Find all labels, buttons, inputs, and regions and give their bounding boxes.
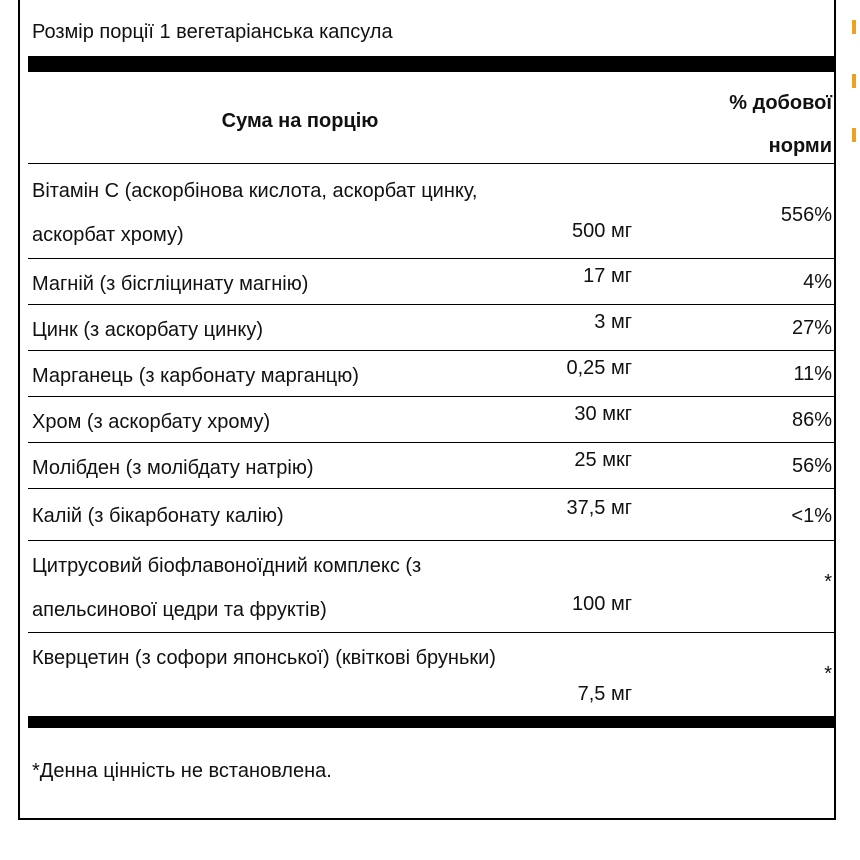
nutrient-dv: *: [824, 663, 832, 685]
nutrient-dv: 56%: [791, 455, 832, 477]
nutrient-amount: 0,25 мг: [566, 357, 632, 379]
nutrient-name: Кверцетин (з софори японської) (квіткові бруньки): [32, 647, 496, 669]
nutrient-name: Марганець (з карбонату марганцю): [32, 365, 359, 387]
nutrient-amount: 17 мг: [583, 265, 632, 287]
supplement-facts-panel: [18, 0, 836, 820]
footnote: *Денна цінність не встановлена.: [32, 760, 332, 782]
nutrient-name-line2: аскорбат хрому): [32, 224, 184, 246]
nutrient-amount: 37,5 мг: [566, 497, 632, 519]
edge-accent-marks: [850, 20, 860, 200]
nutrient-row-quercetin: [28, 632, 834, 717]
top-thick-divider: [28, 56, 834, 72]
nutrient-amount: 100 мг: [572, 593, 632, 615]
nutrient-name: Хром (з аскорбату хрому): [32, 411, 271, 433]
nutrient-dv: *: [824, 571, 832, 593]
serving-size: Розмір порції 1 вегетаріанська капсула: [32, 21, 393, 43]
nutrient-name-line1: Вітамін С (аскорбінова кислота, аскорбат цинку,: [32, 180, 478, 202]
nutrient-amount: 3 мг: [594, 311, 632, 333]
daily-value-header: [729, 82, 832, 168]
daily-value-header-line2: норми: [768, 135, 832, 157]
nutrient-name: Магній (з бісгліцинату магнію): [32, 273, 309, 295]
nutrient-row-potassium: [28, 488, 834, 541]
nutrient-dv: <1%: [791, 505, 832, 527]
nutrient-name: Молібден (з молібдату натрію): [32, 457, 314, 479]
nutrient-name-line2: апельсинової цедри та фруктів): [32, 599, 327, 621]
nutrient-name: Калій (з бікарбонату калію): [32, 505, 284, 527]
amount-per-serving-header: Сума на порцію: [221, 110, 379, 132]
edge-accent-mark: [852, 128, 856, 142]
bottom-thick-divider: [28, 716, 834, 728]
nutrient-row-magnesium: [28, 258, 834, 305]
nutrient-dv: 11%: [793, 363, 832, 385]
edge-accent-mark: [852, 20, 856, 34]
nutrient-amount: 30 мкг: [574, 403, 632, 425]
nutrient-amount: 25 мкг: [574, 449, 632, 471]
nutrient-dv: 86%: [791, 409, 832, 431]
nutrient-row-zinc: [28, 304, 834, 351]
nutrient-dv: 27%: [791, 317, 832, 339]
nutrient-amount: 500 мг: [572, 220, 632, 242]
nutrient-name: Цинк (з аскорбату цинку): [32, 319, 263, 341]
nutrient-dv: 4%: [803, 271, 832, 293]
nutrient-row-vitamin-c: [28, 163, 834, 259]
nutrient-row-citrus-bioflavonoid: [28, 540, 834, 633]
nutrient-name-line1: Цитрусовий біофлавоноїдний комплекс (з: [32, 555, 422, 577]
nutrient-row-molybdenum: [28, 442, 834, 489]
nutrient-row-manganese: [28, 350, 834, 397]
nutrient-dv: 556%: [780, 204, 832, 226]
edge-accent-mark: [852, 74, 856, 88]
nutrient-row-chromium: [28, 396, 834, 443]
daily-value-header-line1: % добової: [729, 92, 832, 114]
nutrient-amount: 7,5 мг: [577, 683, 632, 705]
